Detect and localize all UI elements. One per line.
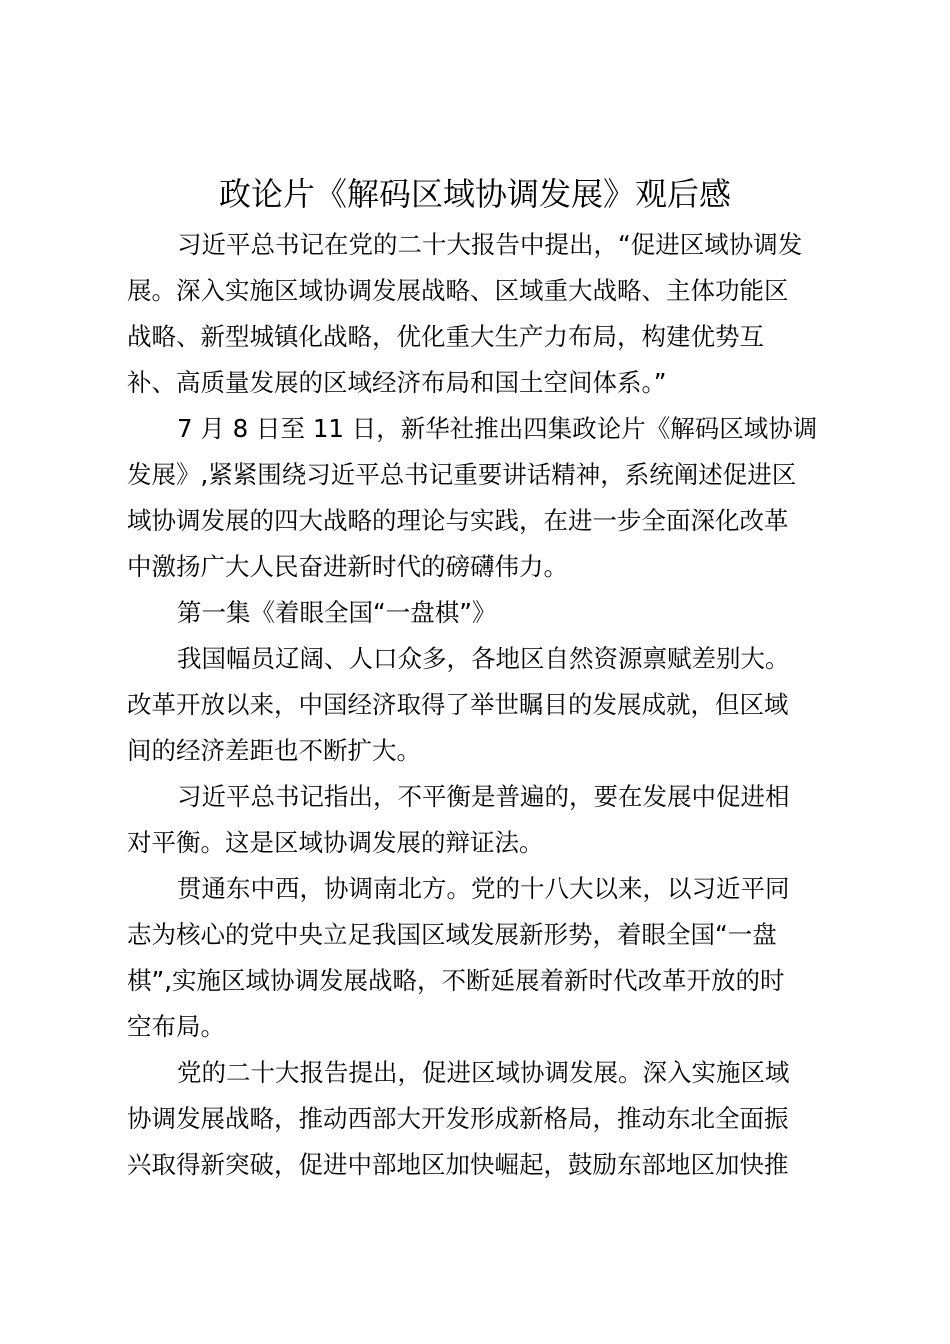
text-line: 域协调发展的四大战略的理论与实践，在进一步全面深化改革: [127, 506, 789, 535]
text-line: 空布局。: [127, 1012, 225, 1041]
text-line: 协调发展战略，推动西部大开发形成新格局，推动东北全面振: [127, 1104, 789, 1133]
text-line: 志为核心的党中央立足我国区域发展新形势，着眼全国“一盘: [127, 920, 777, 949]
text-line: 中激扬广大人民奋进新时代的磅礴伟力。: [127, 552, 568, 581]
text-line: 习近平总书记在党的二十大报告中提出，“促进区域协调发: [177, 230, 803, 259]
paragraph-4: [127, 774, 827, 866]
text-line: 棋”,实施区域协调发展战略，不断延展着新时代改革开放的时: [127, 966, 785, 995]
document-title: 政论片《解码区域协调发展》观后感: [218, 175, 731, 213]
text-line: 对平衡。这是区域协调发展的辩证法。: [127, 828, 544, 857]
text-line: 7 月 8 日至 11 日，新华社推出四集政论片《解码区域协调: [177, 414, 818, 443]
text-line: 展。深入实施区域协调发展战略、区域重大战略、主体功能区: [127, 276, 789, 305]
document-body: [127, 222, 827, 1188]
text-line: 党的二十大报告提出，促进区域协调发展。深入实施区域: [177, 1058, 790, 1087]
text-line: 兴取得新突破，促进中部地区加快崛起，鼓励东部地区加快推: [127, 1150, 789, 1179]
paragraph-6: [127, 1050, 827, 1188]
section-heading-episode-1: [127, 590, 827, 636]
paragraph-1: [127, 222, 827, 406]
text-line: 习近平总书记指出，不平衡是普遍的，要在发展中促进相: [177, 782, 790, 811]
text-line: 间的经济差距也不断扩大。: [127, 736, 421, 765]
paragraph-5: [127, 866, 827, 1050]
text-line: 改革开放以来，中国经济取得了举世瞩目的发展成就，但区域: [127, 690, 789, 719]
paragraph-3: [127, 636, 827, 774]
paragraph-2: [127, 406, 827, 590]
text-line: 发展》,紧紧围绕习近平总书记重要讲话精神，系统阐述促进区: [127, 460, 797, 489]
text-line: 第一集《着眼全国“一盘棋”》: [177, 598, 497, 627]
text-line: 贯通东中西，协调南北方。党的十八大以来，以习近平同: [177, 874, 790, 903]
text-line: 补、高质量发展的区域经济布局和国土空间体系。”: [127, 368, 667, 397]
text-line: 我国幅员辽阔、人口众多，各地区自然资源禀赋差别大。: [177, 644, 790, 673]
text-line: 战略、新型城镇化战略，优化重大生产力布局，构建优势互: [127, 322, 764, 351]
